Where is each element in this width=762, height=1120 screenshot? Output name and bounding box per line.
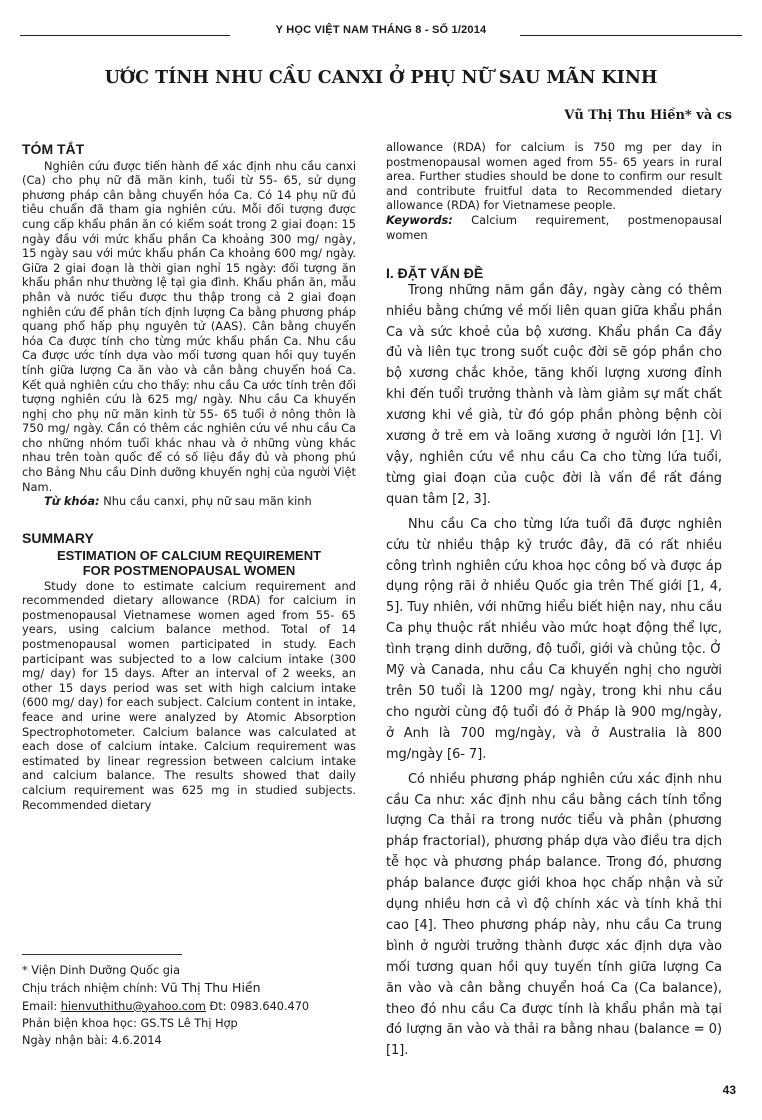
keywords-label: Từ khóa: — [44, 494, 100, 509]
abstract-vi-text: Nghiên cứu được tiến hành để xác định nhu cầu canxi (Ca) cho phụ nữ đã mãn kinh, tuổi từ 55- 65, sử dụng phương pháp cân bằng chuyển hóa Ca. Có 14 phụ nữ đủ tiêu chuẩn đã tham gia nghiên cứu. Mỗi đối tượng được cung cấp khẩu phần ăn có kiểm soát trong 2 giai đoạn: 15 ngày đầu với mức khẩu phần Ca khoảng 300 mg/ ngày, 15 ngày sau với mức khẩu phần Ca khoảng 600 mg/ ngày. Giữa 2 giai đoạn là thời gian nghỉ 15 ngày: đối tượng ăn khẩu phần như thường lệ tại gia đình. Khẩu phần ăn, mẫu phân và nước tiểu được thu thập trong cả 2 giai đoạn nghiên cứu để phân tích định lượng Ca bằng phương pháp quang phổ hấp phụ nguyên tử (AAS). Cân bằng chuyển hóa Ca được tính cho từng mức khẩu phần Ca. Nhu cầu Ca được ước tính dựa vào mối tương quan hồi quy tuyến tính giữa lượng Ca ăn vào và cân bằng chuyển hoá Ca. Kết quả nghiên cứu cho thấy: nhu cầu Ca ước tính trên đối tượng nghiên cứu là 625 mg/ ngày. Nhu cầu Ca khuyến nghị cho phụ nữ mãn kinh từ 55- 65 tuổi ở nông thôn là 750 mg/ ngày. Cần có thêm các nghiên cứu về nhu cầu Ca cho những nhóm tuổi khác nhau và ở những vùng khác nhau trên toàn quốc để có số liệu đầy đủ và phong phú cho Bảng Nhu cầu Dinh dưỡng khuyến nghị của người Việt Nam. — [22, 158, 356, 494]
summary-text: Study done to estimate calcium requirement and recommended dietary allowance (RDA) for calcium in postmenopausal Vietnamese women aged from 55- 65 years, using calcium balance method. Total of 14 postmenopausal women participated in study. Each participant was subjected to a low calcium intake (300 mg/ day) for 15 days. After an interval of 2 weeks, an other 15 days period was set with high calcium intake (600 mg/ day) for each subject. Calcium content in intake, feace and urine were analyzed by Atomic Absorption Spectrophotometer. Calcium balance was calculated at each dose of calcium intake. Calcium requirement was estimated by linear regression between calcium intake and calcium balance. The results showed that daily calcium requirement was 625 mg in studied subjects. Recommended dietary — [22, 578, 356, 812]
phone-number: Đt: 0983.640.470 — [209, 999, 310, 1013]
page-number: 43 — [722, 1083, 736, 1097]
header-rule-right — [520, 35, 742, 36]
summary-title-line2: FOR POSTMENOPAUSAL WOMEN — [82, 563, 296, 579]
intro-body — [386, 281, 722, 1063]
intro-paragraph-1: Trong những năm gần đây, ngày càng có thêm nhiều bằng chứng về mối liên quan giữa khẩu phần Ca và sức khoẻ của bộ xương. Khẩu phần Ca đầy đủ và liên tục trong suốt cuộc đời sẽ góp phần cho bộ xương chắc khỏe, tăng khối lượng xương đỉnh khi đến tuổi trưởng thành và làm giảm sự mất chất xương khi về già, từ đó góp phần phòng bệnh còi xương ở trẻ em và loãng xương ở người lớn [1]. Vì vậy, nghiên cứu về nhu cầu Ca cho từng lứa tuổi, từng giai đoạn của cuộc đời là vấn đề rất đáng quan tâm [2, 3]. — [386, 282, 722, 507]
corresponding-name: Vũ Thị Thu Hiền — [161, 980, 261, 996]
header-rule-left — [20, 35, 230, 36]
email-link[interactable]: hienvuthithu@yahoo.com — [60, 999, 206, 1013]
footnote-received: Ngày nhận bài: 4.6.2014 — [22, 1034, 162, 1048]
footnote-corresponding — [22, 979, 362, 997]
article-title: ƯỚC TÍNH NHU CẦU CANXI Ở PHỤ NỮ SAU MÃN KINH — [104, 68, 658, 88]
intro-paragraph-2: Nhu cầu Ca cho từng lứa tuổi đã được nghiên cứu từ nhiều thập kỷ trước đây, đã có rất nhiều công trình nghiên cứu khoa học công bố và được áp dụng rộng rãi ở nhiều Quốc gia trên Thế giới [1, 4, 5]. Tuy nhiên, với những hiểu biết hiện nay, nhu cầu Ca phụ thuộc rất nhiều vào mức hoạt động thể lực, tình trạng dinh dưỡng, độ tuổi, giới và chủng tộc. Ở Mỹ và Canada, nhu cầu Ca khuyến nghị cho người trên 50 tuổi là 1200 mg/ ngày, trong khi nhu cầu cho người cùng độ tuổi đó ở Pháp là 900 mg/ngày, ở Anh là 700 mg/ngày, và ở Australia là 800 mg/ngày [6- 7]. — [386, 516, 723, 762]
email-label: Email: — [22, 999, 58, 1013]
summary-keywords-label: Keywords: — [386, 212, 453, 227]
footnote-affiliation: * Viện Dinh Dưỡng Quốc gia — [22, 964, 180, 977]
footnote-rule — [22, 954, 182, 955]
summary-text-continued: allowance (RDA) for calcium is 750 mg per day in postmenopausal women aged from 55- 65 years in rural area. Further studies should be done to confirm our result and contribute fruitful data to Recommended dietary allowance (RDA) for Vietnamese people. — [386, 140, 722, 213]
abstract-vi-keywords — [22, 494, 356, 509]
footnote-contact — [22, 998, 362, 1015]
summary-title-line1: ESTIMATION OF CALCIUM REQUIREMENT — [56, 548, 322, 564]
intro-paragraph-3: Có nhiều phương pháp nghiên cứu xác định nhu cầu Ca như: xác định nhu cầu bằng cách tính tổng lượng Ca thải ra trong nước tiểu và phân (phương pháp fractorial), phương pháp dựa vào điều tra dịch tễ học và phương pháp balance. Trong đó, phương pháp balance được giới khoa học chấp nhận và sử dụng nhiều hơn cả vì độ chính xác và tính khả thi cao [4]. Theo phương pháp này, nhu cầu Ca trung bình ở người trưởng thành được xác định dựa vào mối tương quan hồi quy tuyến tính giữa lượng Ca ăn vào và cân bằng chuyển hoá Ca (Ca balance), theo đó nhu cầu Ca được tính là khẩu phần mà tại đó lượng ăn vào và thải ra bằng nhau (balance = 0) [1]. — [386, 771, 722, 1059]
keywords-value: Nhu cầu canxi, phụ nữ sau mãn kinh — [103, 494, 312, 509]
article-authors: Vũ Thị Thu Hiền* và cs — [564, 108, 732, 123]
left-column — [22, 140, 356, 812]
intro-heading: I. ĐẶT VẤN ĐỀ — [386, 265, 484, 282]
summary-heading: SUMMARY — [22, 529, 94, 546]
corresponding-label: Chịu trách nhiệm chính: — [22, 982, 158, 996]
journal-header: Y HỌC VIỆT NAM THÁNG 8 - SỐ 1/2014 — [275, 24, 487, 36]
right-column — [386, 140, 722, 1062]
summary-keywords-value: Calcium requirement, postmenopausal women — [386, 212, 723, 242]
footnotes — [22, 962, 362, 1049]
abstract-vi-heading: TÓM TẮT — [22, 141, 85, 157]
summary-keywords — [386, 213, 722, 242]
footnote-reviewer: Phản biện khoa học: GS.TS Lê Thị Hợp — [22, 1016, 238, 1030]
